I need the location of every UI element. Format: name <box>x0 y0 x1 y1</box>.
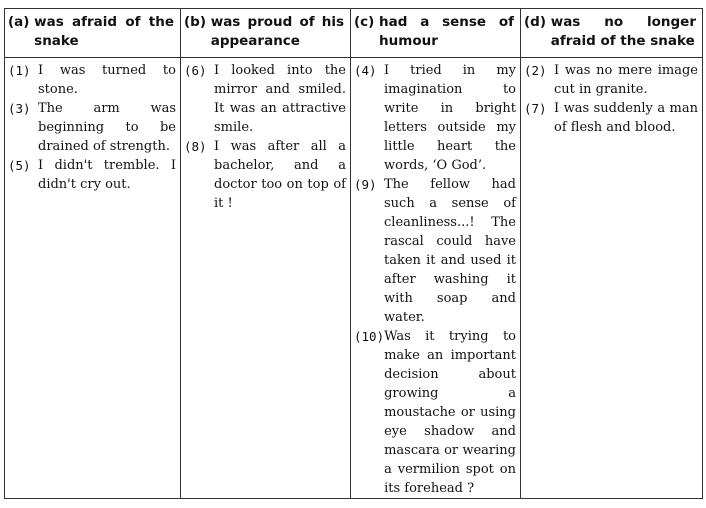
header-row <box>5 9 703 58</box>
column-heading: was afraid of the snake <box>34 14 174 49</box>
item-text: The fellow had such a sense of cleanliness...! The rascal could have taken it and used it after washing it with soap and water. <box>384 177 516 325</box>
item-number: (7) <box>524 101 547 116</box>
item-number: (6) <box>184 63 207 78</box>
column-label: (a) <box>8 14 30 30</box>
item-number: (1) <box>8 63 31 78</box>
list-item <box>524 61 698 99</box>
list-item <box>8 61 176 99</box>
column-cell-d <box>521 58 703 499</box>
item-text: I looked into the mirror and smiled. It was an attractive smile. <box>214 63 346 135</box>
list-item <box>524 99 698 137</box>
column-heading: was no longer afraid of the snake <box>550 14 696 49</box>
column-cell-a <box>5 58 181 499</box>
column-label: (d) <box>524 14 547 30</box>
column-label: (c) <box>354 14 375 30</box>
list-item <box>184 137 346 213</box>
column-heading: had a sense of humour <box>379 14 514 49</box>
column-heading: was proud of his appearance <box>210 14 344 49</box>
column-cell-b <box>181 58 351 499</box>
item-text: I didn't tremble. I didn't cry out. <box>38 158 176 192</box>
item-number: (5) <box>8 158 31 173</box>
column-header-d <box>521 9 703 58</box>
item-text: I was turned to stone. <box>38 63 176 97</box>
item-text: Was it trying to make an important decision about growing a moustache or using eye shadow and mascara or wearing a vermilion spot on its forehead ? <box>384 329 516 496</box>
content-row <box>5 58 703 499</box>
item-text: The arm was beginning to be drained of strength. <box>38 101 176 154</box>
list-item <box>354 175 516 327</box>
column-label: (b) <box>184 14 207 30</box>
item-number: (4) <box>354 63 377 78</box>
list-item <box>354 61 516 175</box>
item-text: I was suddenly a man of flesh and blood. <box>554 101 698 135</box>
item-number: (8) <box>184 139 207 154</box>
item-text: I tried in my imagination to write in bright letters outside my little heart the words, ‘O God’. <box>384 63 516 173</box>
list-item <box>8 156 176 194</box>
column-cell-c <box>351 58 521 499</box>
list-item <box>354 327 516 498</box>
item-text: I was no mere image cut in granite. <box>554 63 698 97</box>
list-item <box>184 61 346 137</box>
column-header-a <box>5 9 181 58</box>
column-header-c <box>351 9 521 58</box>
item-number: (10) <box>354 329 385 344</box>
comparison-table <box>4 8 703 499</box>
item-number: (3) <box>8 101 31 116</box>
item-number: (2) <box>524 63 547 78</box>
column-header-b <box>181 9 351 58</box>
list-item <box>8 99 176 156</box>
item-number: (9) <box>354 177 377 192</box>
item-text: I was after all a bachelor, and a doctor too on top of it ! <box>214 139 346 211</box>
